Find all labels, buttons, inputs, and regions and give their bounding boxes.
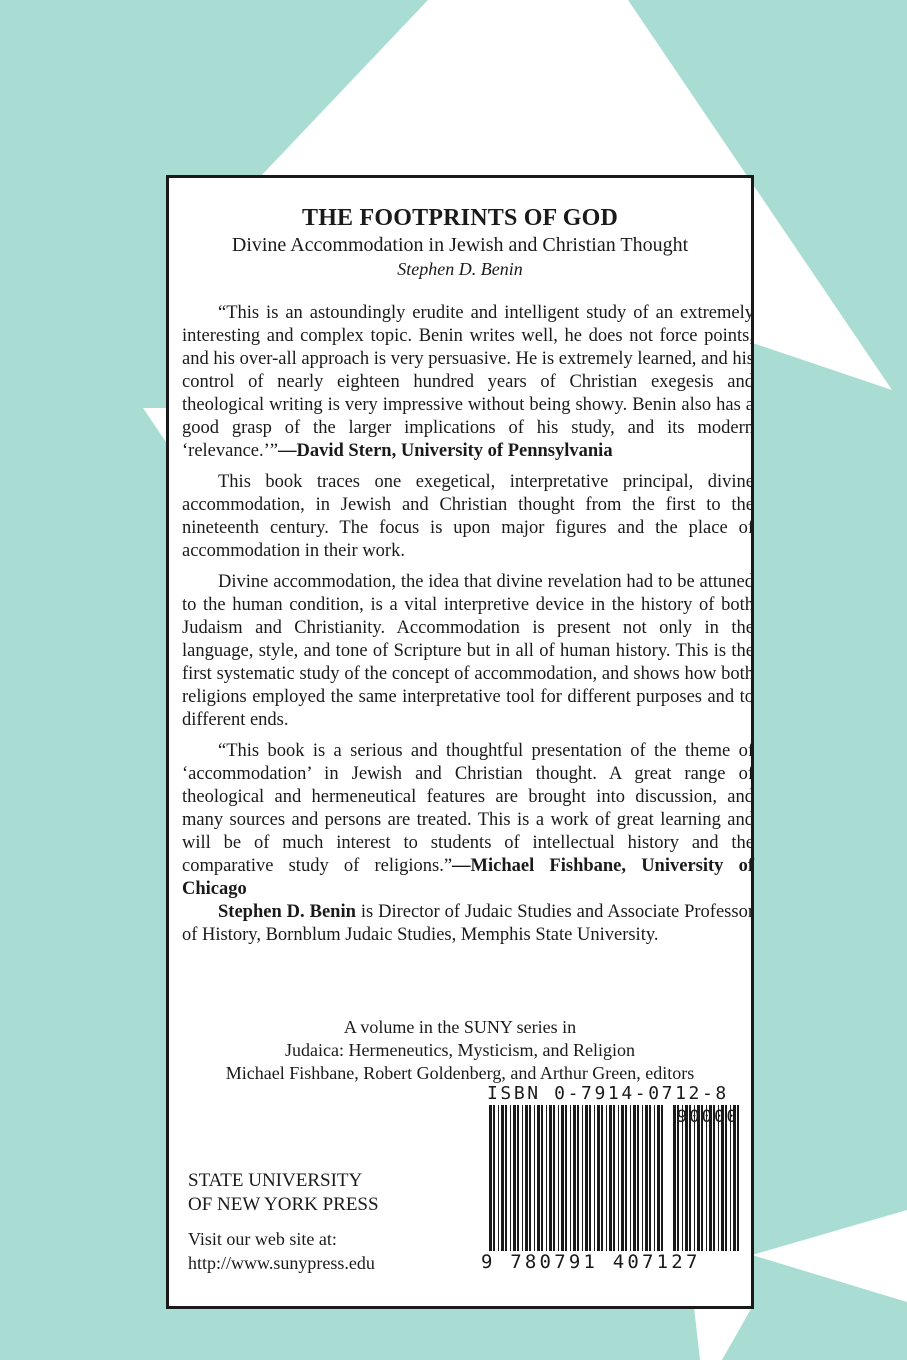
series-line-1: A volume in the SUNY series in [343,1017,577,1037]
barcode-bar [489,1105,492,1251]
ean-number: 9 780791 407127 [481,1251,701,1273]
series-info [169,1016,751,1085]
barcode-bar [649,1105,651,1251]
author-bio-name: Stephen D. Benin [218,902,356,922]
review-quote-fishbane [182,740,754,901]
barcode-bar [589,1105,591,1251]
publisher-website [188,1227,375,1275]
publisher-line-2: OF NEW YORK PRESS [188,1194,379,1215]
barcode-bar [594,1105,595,1251]
barcode-bar [498,1105,499,1251]
barcode-bar [541,1105,543,1251]
blurb-text [182,302,754,955]
barcode-bar [513,1105,516,1251]
barcode-bar [553,1105,555,1251]
barcode-bar [637,1105,639,1251]
barcode-bar [510,1105,511,1251]
barcode-bar [537,1105,540,1251]
barcode-bar [570,1105,571,1251]
website-url: http://www.sunypress.edu [188,1253,375,1273]
description-paragraph-1: This book traces one exegetical, interpretative principal, divine accommodation, in Jewish and Christian thought from the first to the nineteenth century. The focus is upon major figures and the place of accommodation in their work. [182,472,754,561]
review-quote-stern [182,302,754,463]
review-attribution-stern: —David Stern, University of Pennsylvania [278,441,613,461]
barcode-bar [522,1105,523,1251]
publisher-name [188,1169,379,1217]
barcode-bar [645,1105,648,1251]
barcode-bar [601,1105,603,1251]
barcode-bar [582,1105,583,1251]
book-author: Stephen D. Benin [397,259,523,279]
series-line-3: Michael Fishbane, Robert Goldenberg, and Arthur Green, editors [225,1063,695,1083]
barcode-bar [561,1105,564,1251]
barcode-bar [585,1105,588,1251]
barcode-bar [597,1105,600,1251]
barcode-bar [609,1105,612,1251]
barcode-bar [673,1105,676,1251]
barcode-bar [549,1105,552,1251]
barcode-bar [493,1105,495,1251]
barcode-bar [546,1105,547,1251]
description-paragraph-2: Divine accommodation, the idea that divine revelation had to be attuned to the human condition, is a vital interpretive device in the history of both Judaism and Christianity. Accommodation is present not only in the language, style, and tone of Scripture but in all of human history. This is the first systematic study of the concept of accommodation, and shows how both religions employed the same interpretative tool for different purposes and to different ends. [182,572,754,730]
book-subtitle: Divine Accommodation in Jewish and Christian Thought [231,234,689,256]
barcode-bar [565,1105,567,1251]
isbn-barcode [481,1083,743,1288]
website-label: Visit our web site at: [188,1229,337,1249]
barcode-bar [577,1105,579,1251]
barcode-bar [654,1105,655,1251]
barcode-bar [657,1105,660,1251]
barcode-bar [534,1105,535,1251]
barcode-bar [525,1105,528,1251]
review-quote-text: “This book is a serious and thoughtful presentation of the theme of ‘accommodation’ in Jewish and Christian thought. A great range of theological and hermeneutical features are brought into discussion, and many sources and persons are treated. This is a work of great learning and will be of much interest to students of intellectual history and the comparative study of religions.” [182,741,754,876]
barcode-bar [625,1105,627,1251]
review-quote-text: “This is an astoundingly erudite and intelligent study of an extremely interesting and complex topic. Benin writes well, he does not force points, and his over-all approach is very persuasive. He is extremely learned, and his control of nearly eighteen hundred years of Christian exegesis and theological writing is very impressive without being showy. Benin also has a good grasp of the larger implications of his study, and its modern ‘relevance.’” [182,303,754,461]
barcode-bar [633,1105,636,1251]
barcode-bar [573,1105,576,1251]
barcode-bar [621,1105,624,1251]
author-bio [182,901,754,947]
barcode-bar [642,1105,643,1251]
review-attribution-fishbane: —Michael Fishbane, University of Chicago [182,856,754,899]
isbn-number: ISBN 0-7914-0712-8 [487,1083,729,1104]
barcode-bar [661,1105,663,1251]
barcode-bar [613,1105,615,1251]
book-title: THE FOOTPRINTS OF GOD [301,205,618,231]
back-cover-panel [166,175,754,1309]
author-bio-text: is Director of Judaic Studies and Associate Professor of History, Bornblum Judaic Studies, Memphis State University. [182,902,754,945]
barcode-bar [630,1105,631,1251]
barcode-bar [529,1105,531,1251]
barcode-bar [505,1105,507,1251]
barcode-bar [517,1105,519,1251]
price-code: 90000 [676,1107,739,1127]
barcode-bar [501,1105,504,1251]
barcode-bar [558,1105,559,1251]
series-line-2: Judaica: Hermeneutics, Mysticism, and Religion [285,1040,635,1060]
barcode-bar [618,1105,619,1251]
barcode-bar [606,1105,607,1251]
publisher-line-1: STATE UNIVERSITY [188,1170,363,1191]
barcode-graphic [481,1105,743,1255]
